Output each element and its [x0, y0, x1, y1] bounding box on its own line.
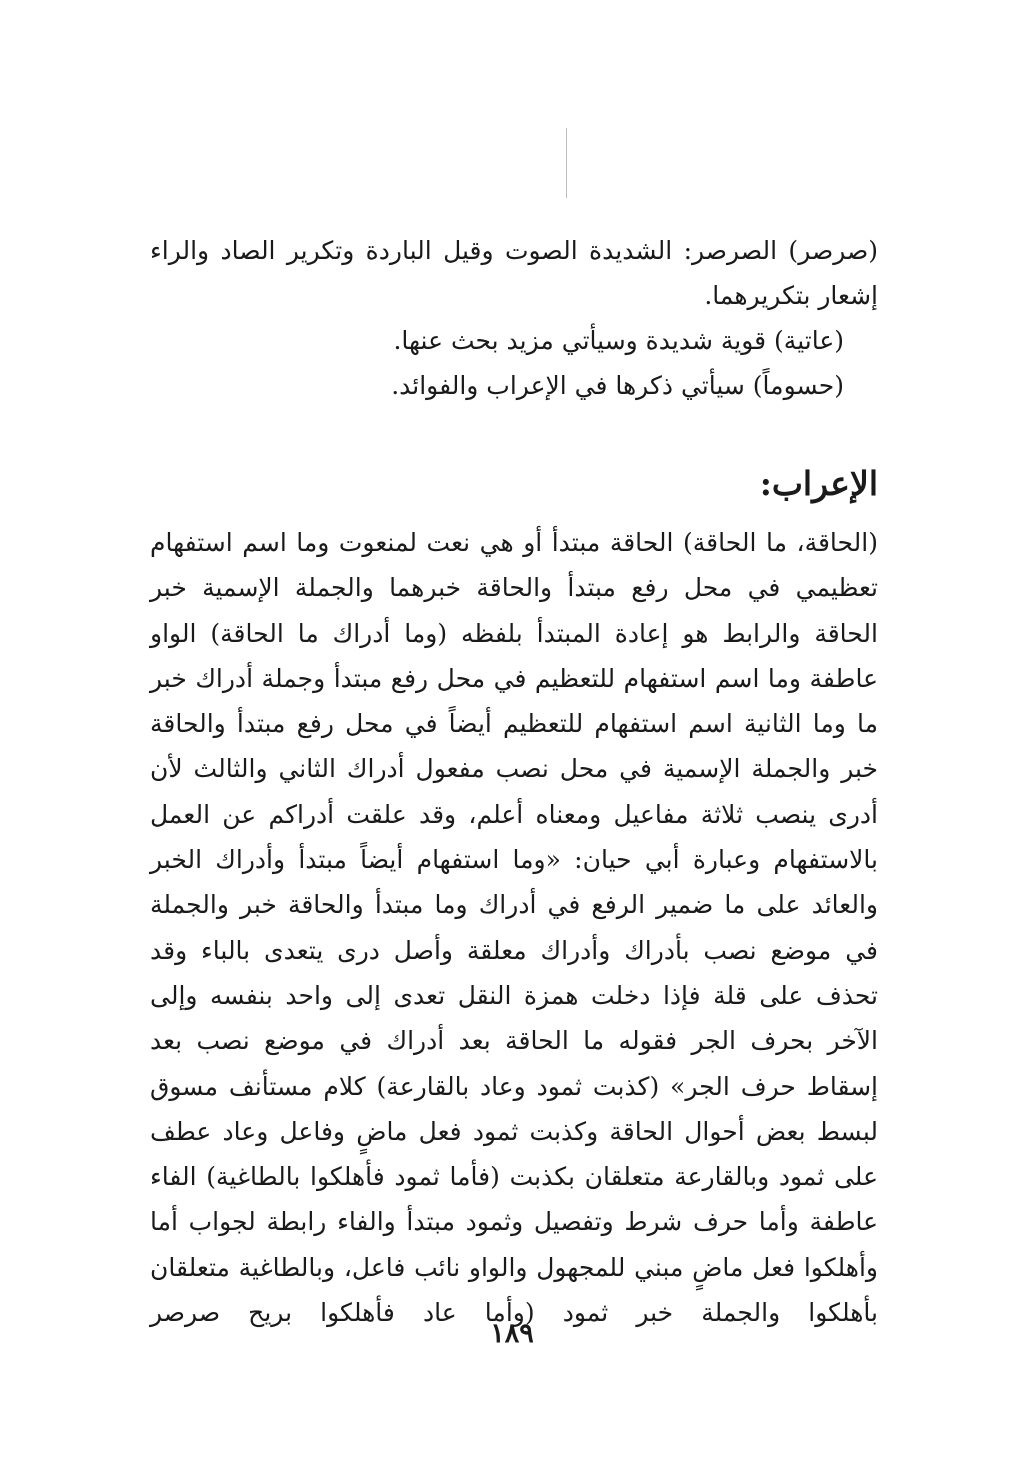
page-content — [150, 228, 878, 1335]
irab-body-text: (الحاقة، ما الحاقة) الحاقة مبتدأ أو هي نعت لمنعوت وما اسم استفهام تعظيمي في محل رفع مبتدأ والحاقة خبرهما والجملة الإسمية خبر الحاقة والرابط هو إعادة المبتدأ بلفظه (وما أدراك ما الحاقة) الواو عاطفة وما اسم استفهام للتعظيم في محل رفع مبتدأ وجملة أدراك خبر ما وما الثانية اسم استفهام للتعظيم أيضاً في محل رفع مبتدأ والحاقة خبر والجملة الإسمية في محل نصب مفعول أدراك الثاني والثالث لأن أدرى ينصب ثلاثة مفاعيل ومعناه أعلم، وقد علقت أدراكم عن العمل بالاستفهام وعبارة أبي حيان: «وما استفهام أيضاً مبتدأ وأدراك الخبر والعائد على ما ضمير الرفع في أدراك وما مبتدأ والحاقة خبر والجملة في موضع نصب بأدراك وأدراك معلقة وأصل درى يتعدى بالباء وقد تحذف على قلة فإذا دخلت همزة النقل تعدى إلى واحد بنفسه وإلى الآخر بحرف الجر فقوله ما الحاقة بعد أدراك في موضع نصب بعد إسقاط حرف الجر» (كذبت ثمود وعاد بالقارعة) كلام مستأنف مسوق لبسط بعض أحوال الحاقة وكذبت ثمود فعل ماضٍ وفاعل وعاد عطف على ثمود وبالقارعة متعلقان بكذبت (فأما ثمود فأهلكوا بالطاغية) الفاء عاطفة وأما حرف شرط وتفصيل وثمود مبتدأ والفاء رابطة لجواب أما وأهلكوا فعل ماضٍ مبني للمجهول والواو نائب فاعل، وبالطاغية متعلقان بأهلكوا والجملة خبر ثمود (وأما عاد فأهلكوا بريح صرصر — [150, 528, 878, 1328]
note-atiya: (عاتية) قوية شديدة وسيأتي مزيد بحث عنها. — [393, 326, 844, 355]
vocabulary-notes — [150, 228, 878, 408]
section-heading-irab: الإعراب: — [759, 464, 878, 503]
note-sarsar: (صرصر) الصرصر: الشديدة الصوت وقيل الباردة وتكرير الصاد والراء إشعار بتكريرهما. — [150, 236, 878, 310]
note-husuman: (حسوماً) سيأتي ذكرها في الإعراب والفوائد. — [391, 371, 844, 400]
gutter-line — [566, 128, 567, 198]
page-number: ١٨٩ — [490, 1318, 534, 1349]
